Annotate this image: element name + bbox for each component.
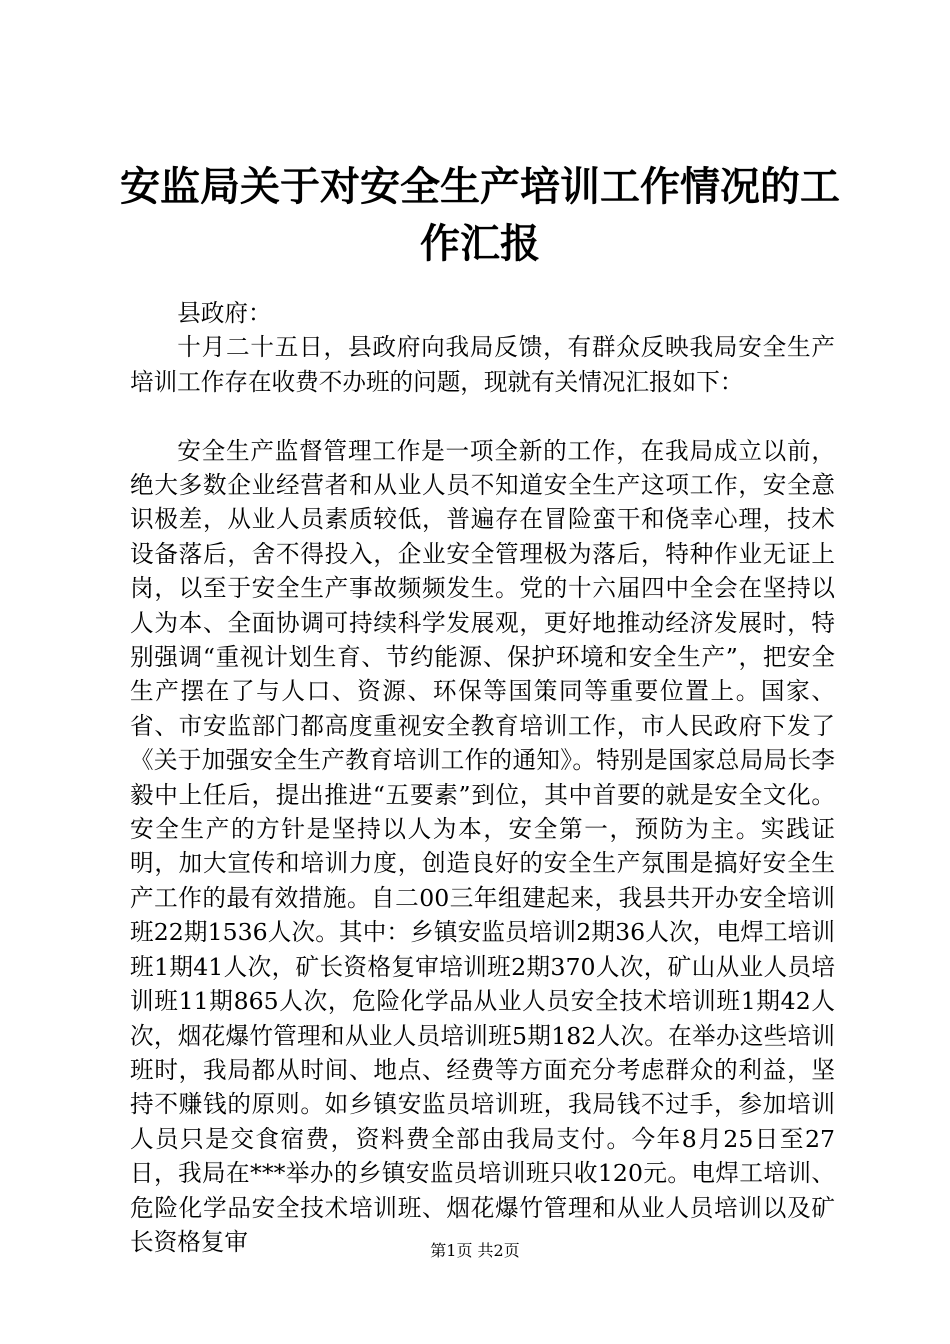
- document-body: [130, 296, 835, 1259]
- document-title: 安监局关于对安全生产培训工作情况的工作汇报: [120, 163, 840, 267]
- paragraph-main: 安全生产监督管理工作是一项全新的工作，在我局成立以前，绝大多数企业经营者和从业人员不知道安全生产这项工作，安全意识极差，从业人员素质较低，普遍存在冒险蛮干和侥幸心理，技术设备落后，舍不得投入，企业安全管理极为落后，特种作业无证上岗，以至于安全生产事故频频发生。党的十六届四中全会在坚持以人为本、全面协调可持续科学发展观，更好地推动经济发展时，特别强调“重视计划生育、节约能源、保护环境和安全生产”，把安全生产摆在了与人口、资源、环保等国策同等重要位置上。国家、省、市安监部门都高度重视安全教育培训工作，市人民政府下发了《关于加强安全生产教育培训工作的通知》。特别是国家总局局长李毅中上任后，提出推进“五要素”到位，其中首要的就是安全文化。安全生产的方针是坚持以人为本，安全第一，预防为主。实践证明，加大宣传和培训力度，创造良好的安全生产氛围是搞好安全生产工作的最有效措施。自二00三年组建起来，我县共开办安全培训班22期1536人次。其中：乡镇安监员培训2期36人次，电焊工培训班1期41人次，矿长资格复审培训班2期370人次，矿山从业人员培训班11期865人次，危险化学品从业人员安全技术培训班1期42人次，烟花爆竹管理和从业人员培训班5期182人次。在举办这些培训班时，我局都从时间、地点、经费等方面充分考虑群众的利益，坚持不赚钱的原则。如乡镇安监员培训班，我局钱不过手，参加培训人员只是交食宿费，资料费全部由我局支付。今年8月25日至27日，我局在***举办的乡镇安监员培训班只收120元。电焊工培训、危险化学品安全技术培训班、烟花爆竹管理和从业人员培训以及矿长资格复审: [130, 436, 835, 1256]
- paragraph-intro: 十月二十五日，县政府向我局反馈，有群众反映我局安全生产培训工作存在收费不办班的问题，现就有关情况汇报如下：: [130, 333, 835, 396]
- salutation: 县政府：: [177, 299, 272, 327]
- paragraph-spacer: [130, 399, 835, 433]
- page-footer: 第1页 共2页: [430, 1241, 520, 1260]
